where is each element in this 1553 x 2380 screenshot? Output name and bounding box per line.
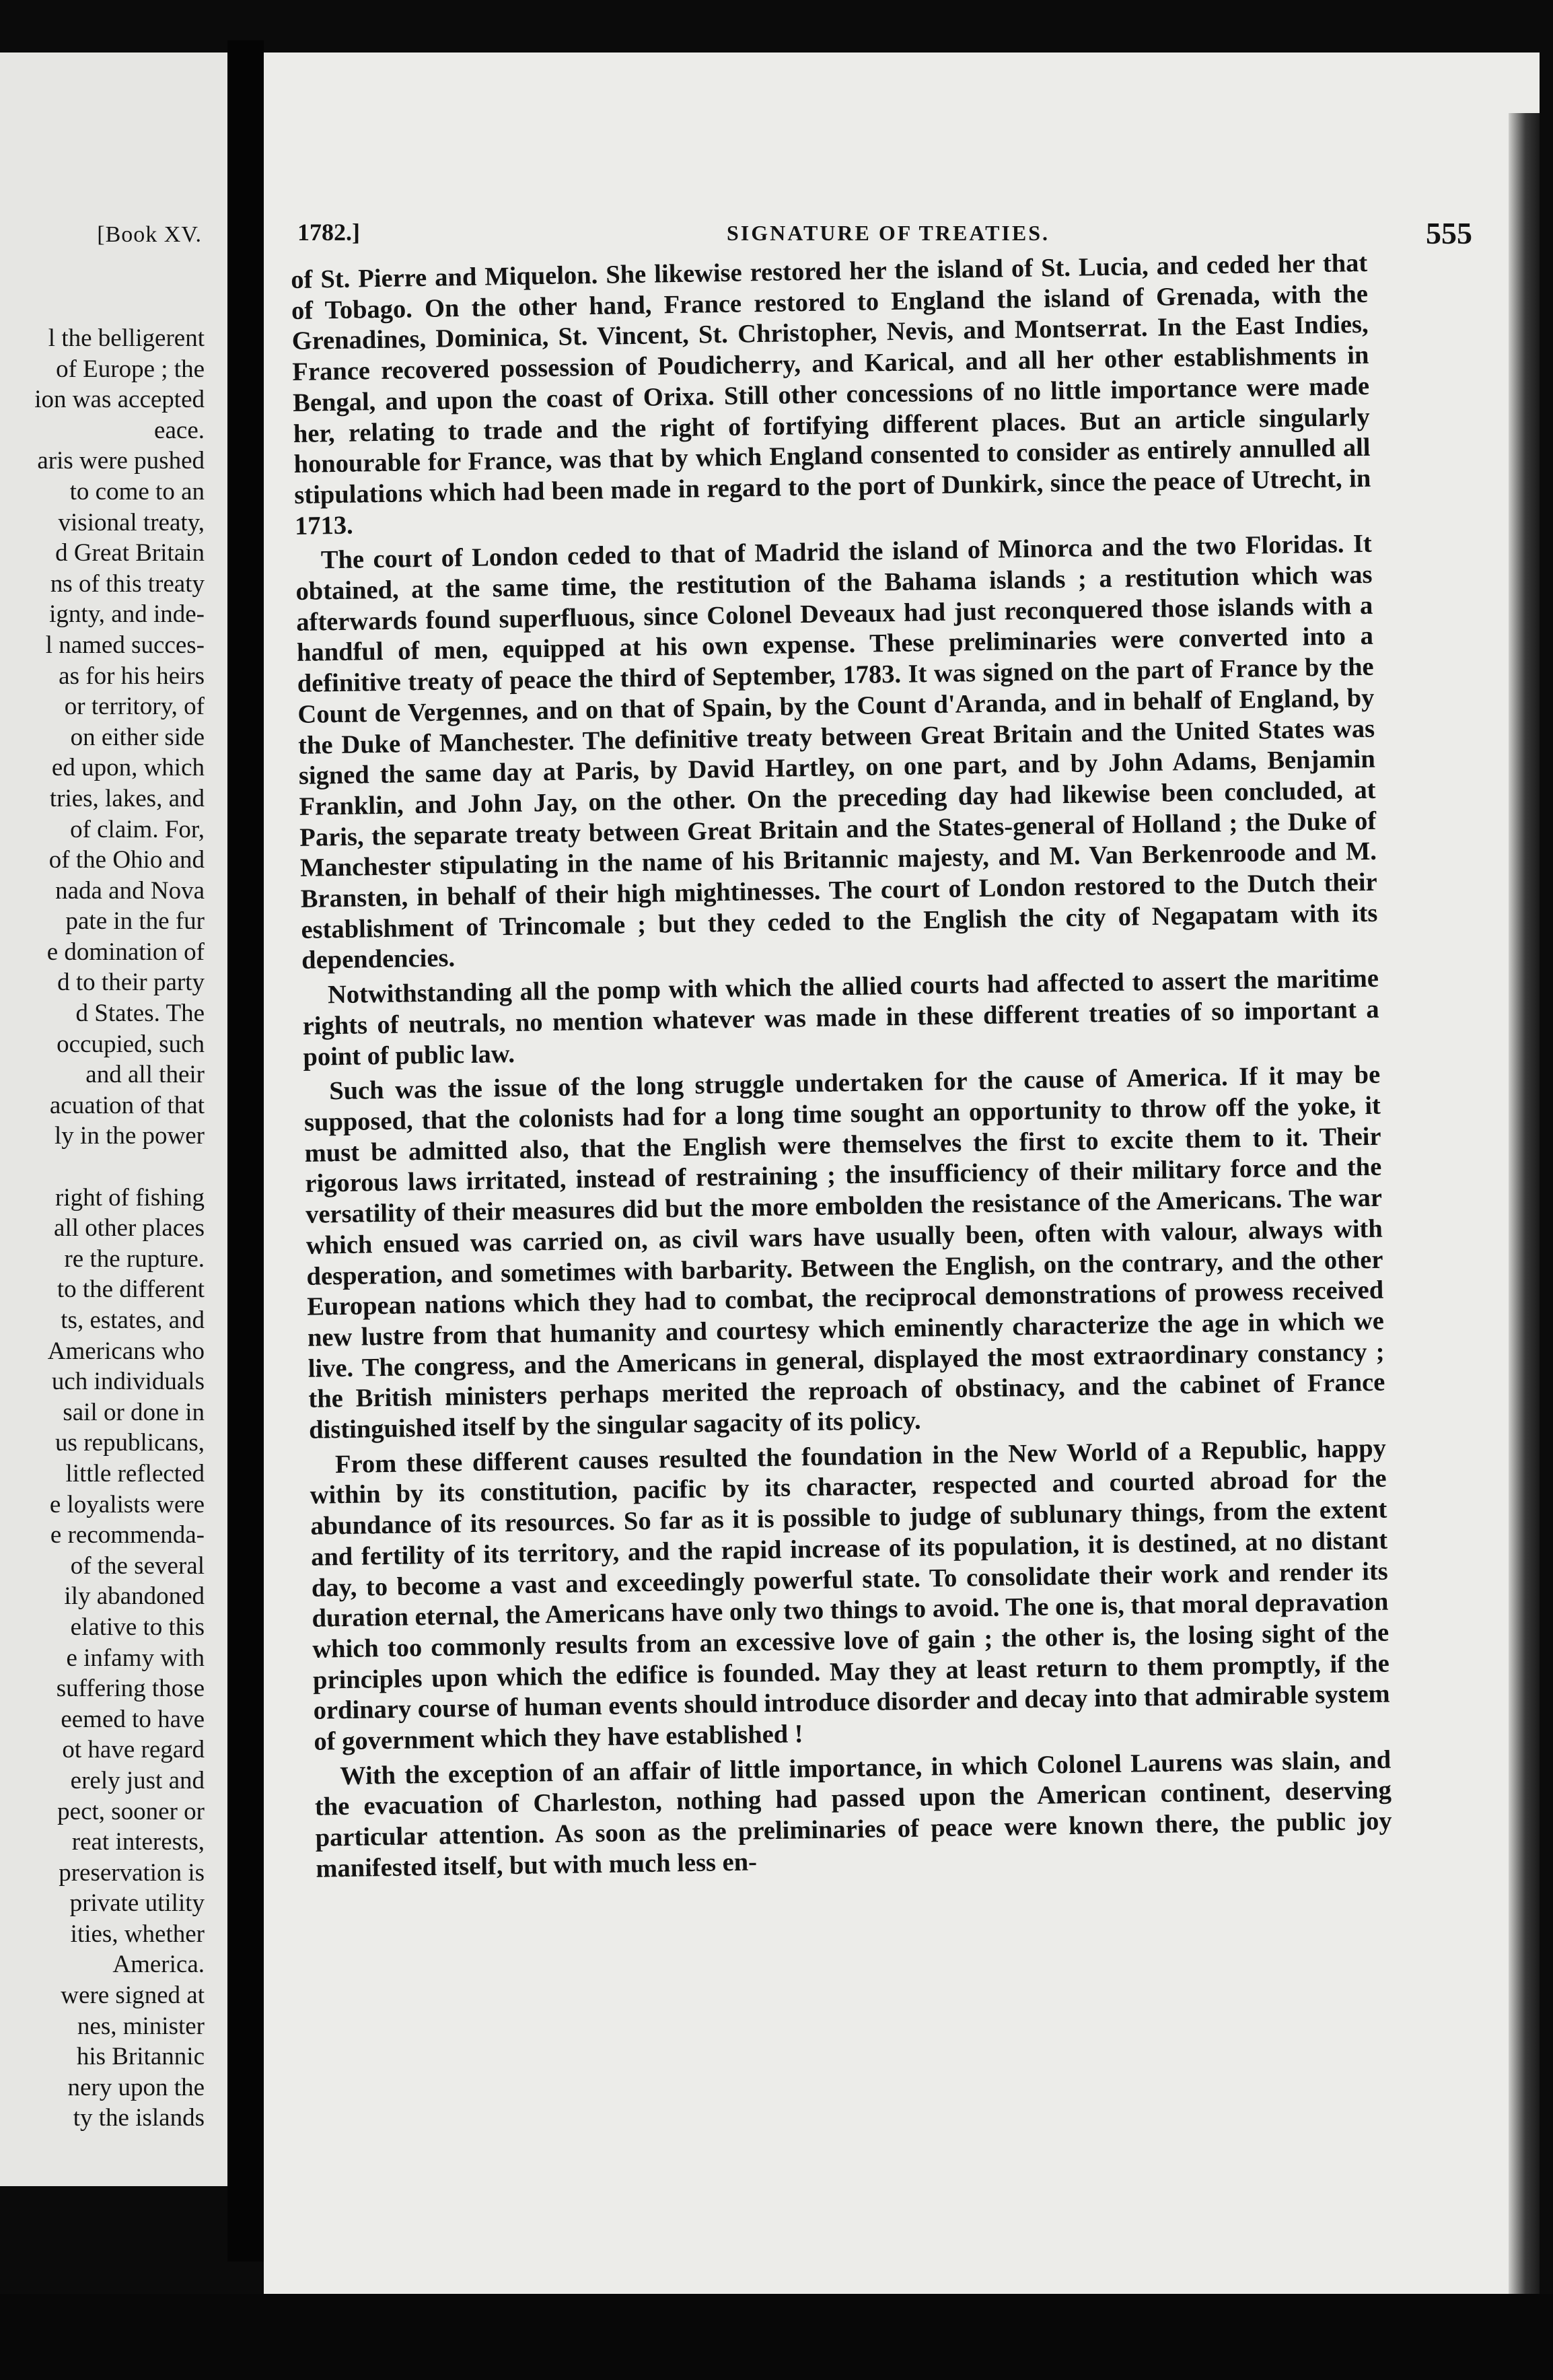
left-text-line: ed upon, which [51, 754, 205, 782]
left-text-line: l named succes- [45, 631, 205, 659]
left-text-line: ty the islands [73, 2104, 205, 2132]
left-text-line: on either side [70, 723, 205, 751]
left-text-line: e infamy with [66, 1644, 205, 1672]
left-text-line: America. [112, 1951, 205, 1979]
left-text-line: ns of this treaty [50, 569, 205, 598]
left-text-line: aris were pushed [37, 447, 205, 475]
left-page-fragment [0, 53, 227, 2186]
left-text-line: ts, estates, and [61, 1306, 205, 1334]
left-text-line: right of fishing [55, 1183, 205, 1212]
left-text-line: ily abandoned [64, 1582, 205, 1611]
left-text-line: tries, lakes, and [49, 784, 205, 812]
left-text-line: d Great Britain [55, 539, 205, 567]
left-text-line: d to their party [57, 969, 205, 997]
left-text-line: d States. The [75, 1000, 205, 1028]
left-text-line: of the Ohio and [48, 846, 205, 874]
left-text-line: Americans who [47, 1337, 205, 1365]
page-edge-shadow [1509, 113, 1540, 2294]
left-text-line: or territory, of [64, 693, 205, 721]
left-text-line: of claim. For, [70, 815, 205, 843]
header-title: SIGNATURE OF TREATIES. [726, 221, 1050, 245]
left-text-line: visional treaty, [58, 508, 205, 536]
left-text-line: all other places [54, 1214, 205, 1242]
left-text-line: preservation is [59, 1858, 205, 1887]
left-text-line: e domination of [46, 938, 205, 966]
left-text-line: nada and Nova [55, 876, 205, 905]
left-text-line: ities, whether [70, 1920, 205, 1948]
left-text-line: ignty, and inde- [49, 600, 205, 629]
left-text-line: reat interests, [71, 1828, 205, 1856]
body-text [291, 248, 1393, 1889]
left-text-line: e recommenda- [50, 1521, 205, 1549]
left-text-line: ly in the power [55, 1122, 205, 1150]
left-text-line: pate in the fur [65, 907, 205, 936]
left-text-line: nery upon the [67, 2073, 205, 2101]
left-text-line: little reflected [65, 1459, 205, 1488]
left-text-line: e loyalists were [49, 1490, 205, 1518]
paragraph: Such was the issue of the long struggle undertaken for the cause of America. If it may be supposed, that the colonists had for a long time sought an opportunity to throw off the yoke, it must be admitted also, that the English were themselves the first to excite them to it. Their rigorous laws irritated, instead of restraining ; the insufficiency of their military force and the versatility of their measures did but the more embolden the resistance of the Americans. The war which ensued was carried on, as civil wars have usually been, often with valour, always with desperation, and sometimes with barbarity. Between the English, on the contrary, and the other European nations which they had to combat, the reciprocal demonstrations of prowess received new lustre from that humanity and courtesy which eminently characterize the age in which we live. The congress, and the Americans in general, displayed the most extraordinary constancy ; the British ministers perhaps merited the reproach of obstinacy, and the cabinet of France distinguished itself by the singular sagacity of its policy. [303, 1061, 1385, 1444]
left-text-line: to the different [57, 1275, 205, 1304]
left-text-line: re the rupture. [64, 1245, 205, 1273]
left-text-line: suffering those [56, 1675, 205, 1703]
right-page [264, 53, 1540, 2294]
paragraph: of St. Pierre and Miquelon. She likewise restored her the island of St. Lucia, and ceded her that of Tobago. On the other hand, France restored to England the island of Grenada, with the Grenadines, Dominica, St. Vincent, St. Christopher, Nevis, and Montserrat. In the East Indies, France recovered possession of Poudicherry, and Karical, and all her other establishments in Bengal, and upon the coast of Orixa. Still other concessions of no little importance were made her, relating to trade and the right of fortifying different places. But an article singularly honourable for France, was that by which England consented to consider as entirely annulled all stipulations which had been made in regard to the port of Dunkirk, since the peace of Utrecht, in 1713. [291, 248, 1371, 540]
left-text-line: pect, sooner or [57, 1797, 205, 1825]
left-text-line: of the several [70, 1551, 205, 1580]
left-running-head: [Book XV. [97, 222, 202, 247]
left-text-line: uch individuals [51, 1368, 205, 1396]
left-text-line: his Britannic [76, 2043, 205, 2071]
left-text-line [0, 1152, 205, 1183]
left-text-line: eace. [154, 416, 205, 444]
left-text-line: private utility [69, 1889, 205, 1918]
paragraph: The court of London ceded to that of Madrid the island of Minorca and the two Floridas. It obtained, at the same time, the restitution of the Bahama islands ; a restitution which was afterwards found superfluous, since Colonel Deveaux had just reconquered those islands with a handful of men, equipped at his own expense. These preliminaries were converted into a definitive treaty of peace the third of September, 1783. It was signed on the part of France by the Count de Vergennes, and on that of Spain, by the Count d'Aranda, and in behalf of England, by the Duke of Manchester. The definitive treaty between Great Britain and the United States was signed the same day at Paris, by David Hartley, on one part, and by John Adams, Benjamin Franklin, and John Jay, on the other. On the preceding day had likewise been concluded, at Paris, the separate treaty between Great Britain and the States-general of Holland ; the Duke of Manchester stipulating in the name of his Britannic majesty, and M. Van Berkenroode and M. Bransten, in behalf of their high mightinesses. The court of London restored to the Dutch their establishment of Trincomale ; but they ceded to the English the city of Negapatam with its dependencies. [295, 530, 1378, 975]
left-text-line: occupied, such [57, 1030, 205, 1058]
left-text-line: l the belligerent [48, 324, 205, 352]
left-text-line: as for his heirs [59, 662, 205, 690]
left-text-line: elative to this [70, 1613, 205, 1641]
left-text-line: ion was accepted [34, 386, 205, 414]
left-text-line: and all their [85, 1061, 205, 1089]
left-text-line: ot have regard [62, 1736, 205, 1764]
left-text-line: nes, minister [77, 2012, 205, 2040]
left-text-line: eemed to have [61, 1705, 205, 1733]
header-year: 1782.] [297, 219, 360, 246]
left-text-line: sail or done in [63, 1398, 205, 1426]
paragraph: From these different causes resulted the foundation in the New World of a Republic, happy within by its constitution, pacific by its character, respected and courted abroad for the abundance of its resources. So far as it is possible to judge of sublunary things, from the extent and fertility of its territory, and the rapid increase of its population, it is destined, at no distant day, to become a vast and exceedingly powerful state. To consolidate their work and render its duration eternal, the Americans have only two things to avoid. The one is, that moral depravation which too commonly results from an excessive love of gain ; the other is, the losing sight of the principles upon which the edifice is founded. May they at least return to them promptly, if the ordinary course of human events should introduce disorder and decay into that admirable system of government which they have established ! [310, 1434, 1390, 1756]
left-text-line: acuation of that [49, 1091, 205, 1119]
page-number: 555 [1426, 216, 1472, 250]
left-text-line: us republicans, [55, 1429, 205, 1457]
left-text-line: erely just and [70, 1766, 205, 1794]
left-text-line: were signed at [61, 1982, 205, 2010]
paragraph: With the exception of an affair of little importance, in which Colonel Laurens was slain, and the evacuation of Charleston, nothing had passed upon the American continent, deserving particular attention. As soon as the preliminaries of peace were known there, the public joy manifested itself, but with much less en- [314, 1745, 1392, 1883]
left-text-line: of Europe ; the [56, 355, 205, 383]
left-page-text [0, 323, 205, 2134]
scan-border [0, 2294, 1553, 2380]
left-text-line: to come to an [69, 477, 205, 505]
book-gutter [227, 40, 264, 2262]
paragraph: Notwithstanding all the pomp with which the allied courts had affected to assert the maritime rights of neutrals, no mention whatever was made in these different treaties of so important a point of public law. [302, 964, 1379, 1072]
